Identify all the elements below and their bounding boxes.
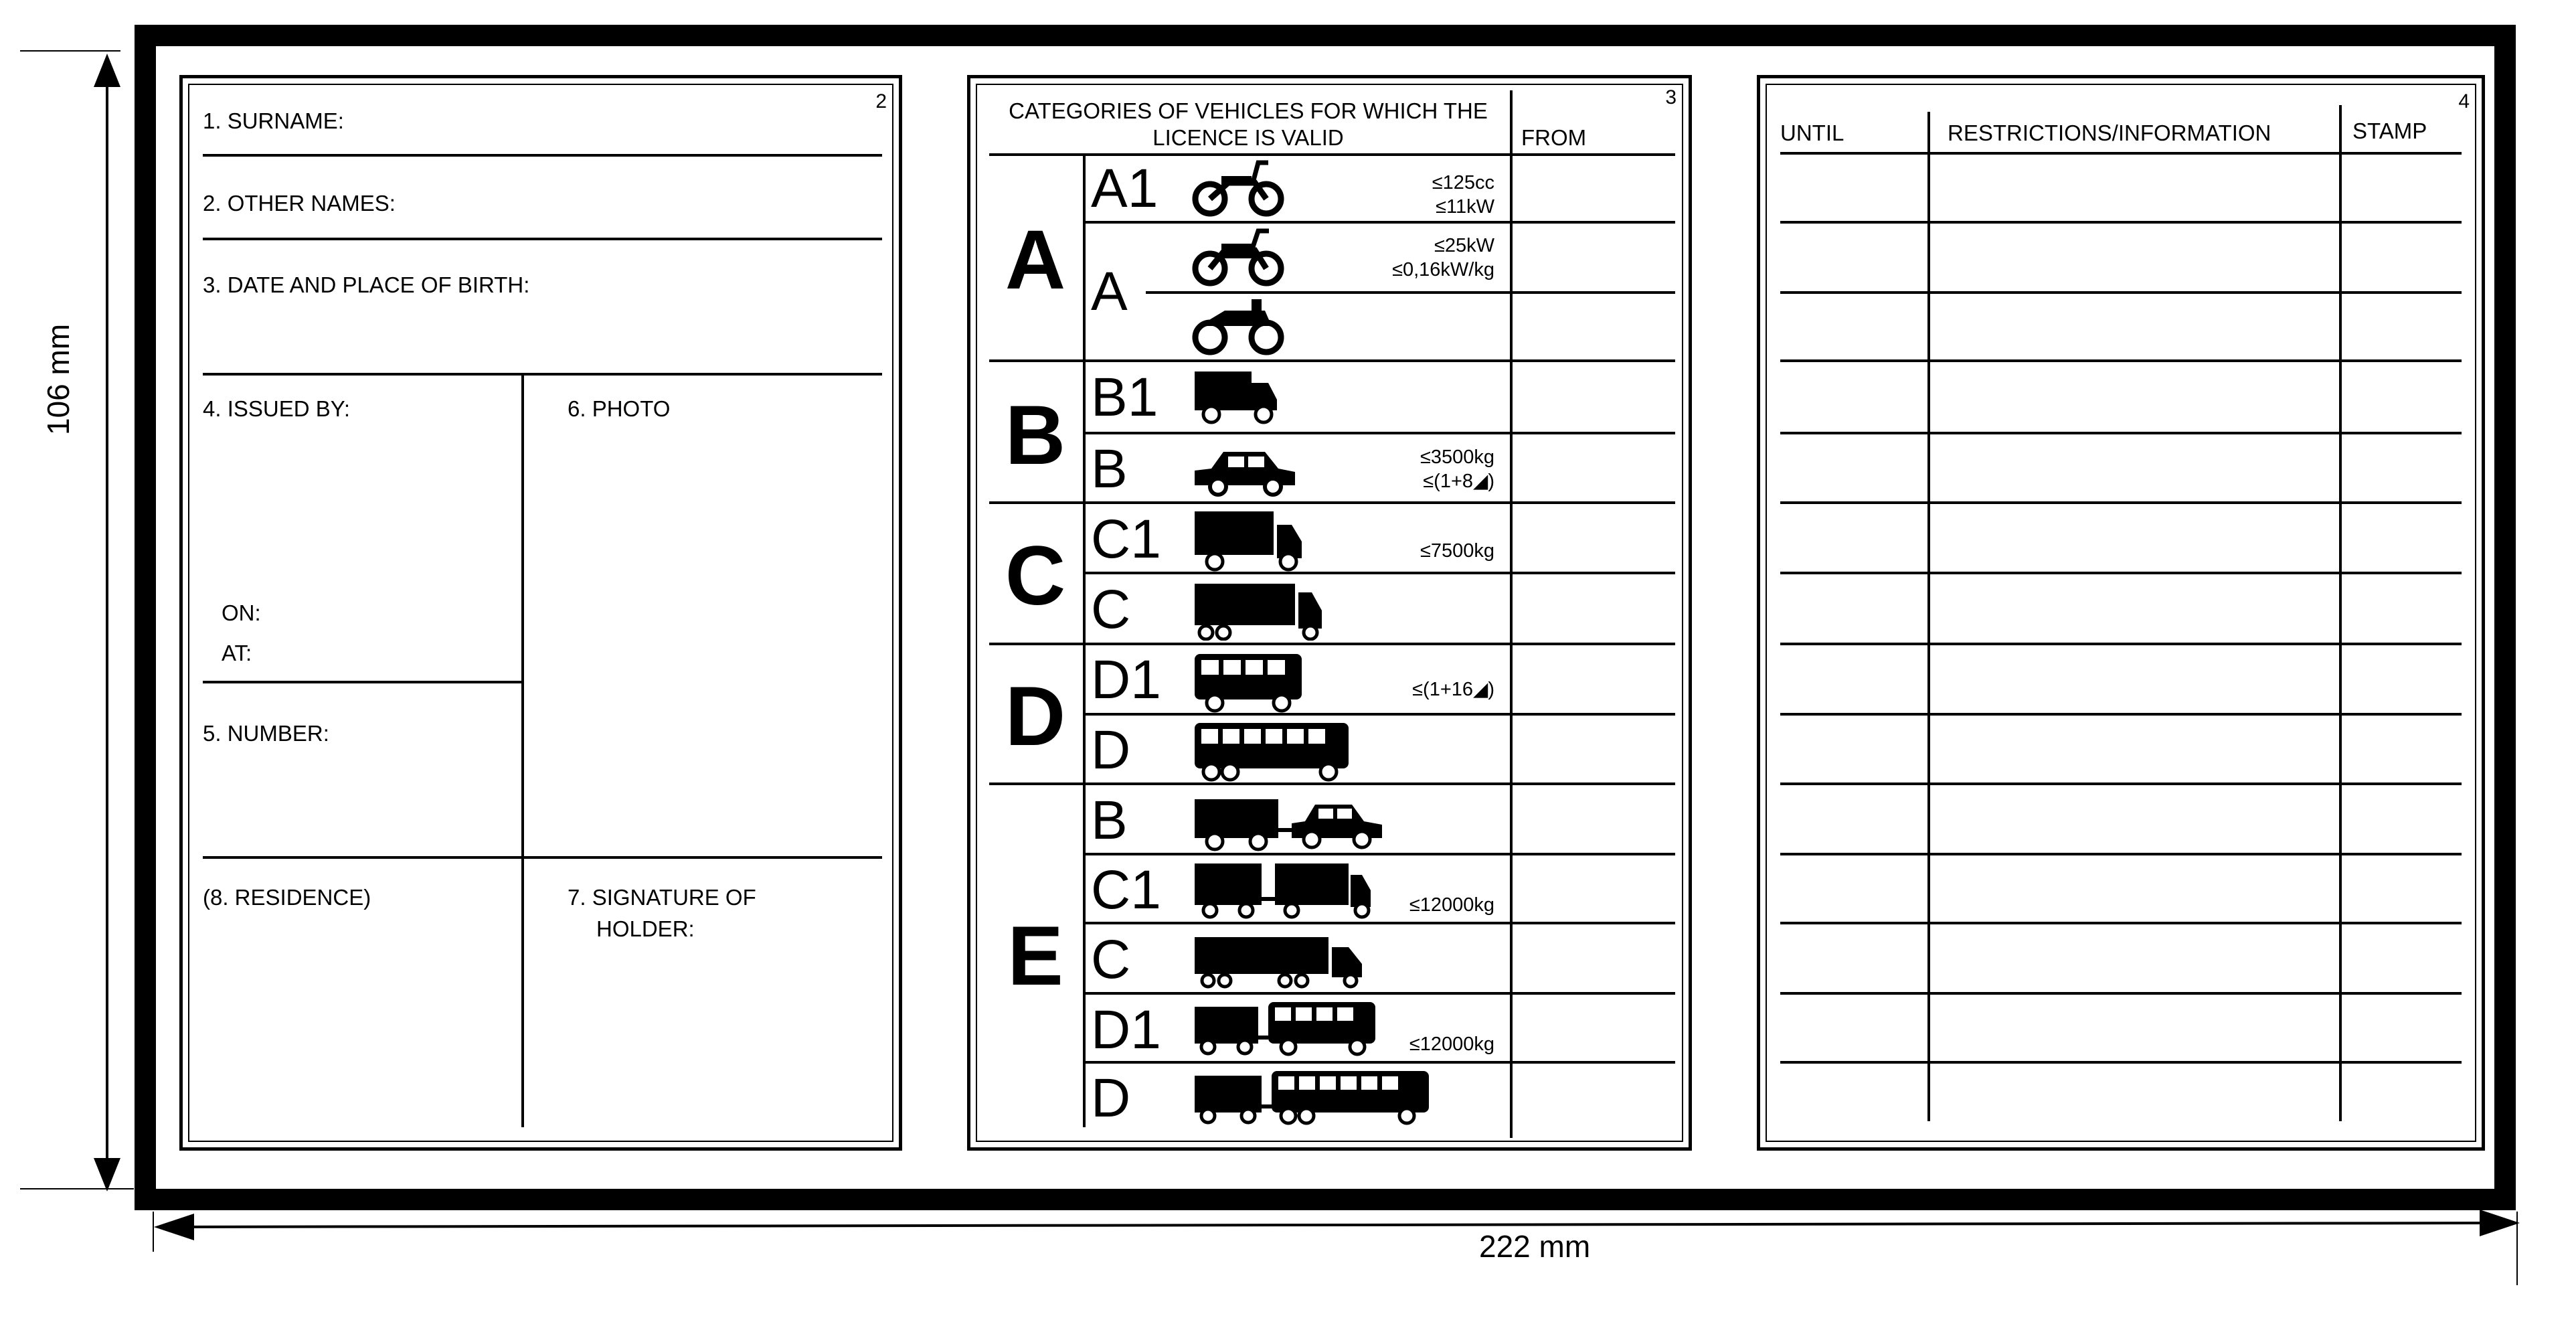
height-arrow — [80, 50, 134, 1195]
car-with-trailer-icon — [1191, 791, 1392, 855]
note-b: ≤3500kg ≤(1+8◢) — [1420, 446, 1494, 493]
panel-restrictions — [1757, 75, 2485, 1151]
bus-icon — [1191, 720, 1352, 783]
residence-label: (8. RESIDENCE) — [203, 885, 371, 910]
divider-vertical — [521, 374, 524, 1127]
category-ed1: D1 — [1091, 999, 1161, 1060]
until-header: UNTIL — [1780, 120, 1844, 145]
surname-line — [203, 154, 882, 157]
category-d1: D1 — [1091, 649, 1161, 710]
category-a1: A1 — [1091, 158, 1158, 219]
height-label: 106 mm — [41, 323, 76, 435]
category-a: A — [1091, 261, 1128, 322]
group-c: C — [1005, 529, 1066, 623]
moped-icon — [1191, 157, 1285, 218]
note-a: ≤25kW ≤0,16kW/kg — [1392, 235, 1494, 281]
issued-by-label: 4. ISSUED BY: — [203, 396, 351, 421]
panel-personal-details — [179, 75, 902, 1151]
page-number: 4 — [2458, 90, 2470, 112]
date-place-birth-label: 3. DATE AND PLACE OF BIRTH: — [203, 272, 530, 297]
other-names-line — [203, 238, 882, 240]
issued-at-label: AT: — [222, 641, 252, 665]
width-label: 222 mm — [1479, 1229, 1591, 1264]
page-number: 2 — [875, 90, 887, 112]
category-eb: B — [1091, 790, 1128, 851]
group-a: A — [1005, 214, 1066, 307]
truck-with-trailer-icon — [1191, 860, 1379, 924]
restrictions-header-line — [1780, 152, 2462, 155]
motorcycle-icon — [1191, 227, 1285, 287]
birth-line — [203, 373, 882, 376]
surname-label: 1. SURNAME: — [203, 108, 344, 133]
category-ec1: C1 — [1091, 859, 1161, 920]
from-column-divider — [1510, 90, 1513, 1138]
photo-label: 6. PHOTO — [568, 396, 671, 421]
category-d: D — [1091, 720, 1131, 780]
categories-header-line2: LICENCE IS VALID — [1152, 125, 1344, 150]
signature-label-1: 7. SIGNATURE OF — [568, 885, 756, 910]
category-ec: C — [1091, 929, 1131, 990]
number-label: 5. NUMBER: — [203, 721, 329, 746]
issued-line — [203, 681, 523, 683]
category-b: B — [1091, 438, 1128, 499]
panel-vehicle-categories — [967, 75, 1692, 1151]
note-a1: ≤125cc ≤11kW — [1432, 172, 1494, 218]
note-d1: ≤(1+16◢) — [1412, 679, 1494, 700]
stamp-column-divider — [2339, 105, 2342, 1121]
restrictions-header: RESTRICTIONS/INFORMATION — [1948, 120, 2271, 145]
category-c: C — [1091, 579, 1131, 640]
header-line — [989, 153, 1675, 156]
group-e: E — [1007, 910, 1063, 1003]
signature-label-2: HOLDER: — [596, 916, 695, 941]
categories-header-line1: CATEGORIES OF VEHICLES FOR WHICH THE — [1009, 98, 1488, 123]
van-icon — [1191, 366, 1285, 426]
until-column-divider — [1927, 112, 1930, 1121]
car-icon — [1191, 445, 1298, 499]
articulated-lorry-icon — [1191, 934, 1372, 991]
from-header: FROM — [1521, 125, 1587, 150]
category-b1: B1 — [1091, 367, 1158, 428]
page-number: 3 — [1665, 86, 1677, 108]
residence-line — [203, 856, 882, 859]
minibus-icon — [1191, 651, 1305, 714]
lorry-icon — [1191, 580, 1325, 641]
minibus-with-trailer-icon — [1191, 999, 1379, 1059]
category-ed: D — [1091, 1068, 1131, 1129]
truck-icon — [1191, 508, 1305, 572]
issued-on-label: ON: — [222, 600, 261, 625]
motorcycle-icon — [1191, 296, 1285, 356]
group-b: B — [1005, 389, 1066, 482]
category-c1: C1 — [1091, 509, 1161, 570]
seat-icon: ◢) — [1473, 679, 1494, 700]
note-c1: ≤7500kg — [1420, 540, 1494, 562]
note-ed1: ≤12000kg — [1409, 1034, 1494, 1055]
bus-with-trailer-icon — [1191, 1068, 1432, 1128]
stamp-header: STAMP — [2352, 118, 2427, 143]
seat-icon: ◢) — [1473, 471, 1494, 493]
group-d: D — [1005, 670, 1066, 763]
note-ec1: ≤12000kg — [1409, 894, 1494, 916]
other-names-label: 2. OTHER NAMES: — [203, 191, 396, 216]
